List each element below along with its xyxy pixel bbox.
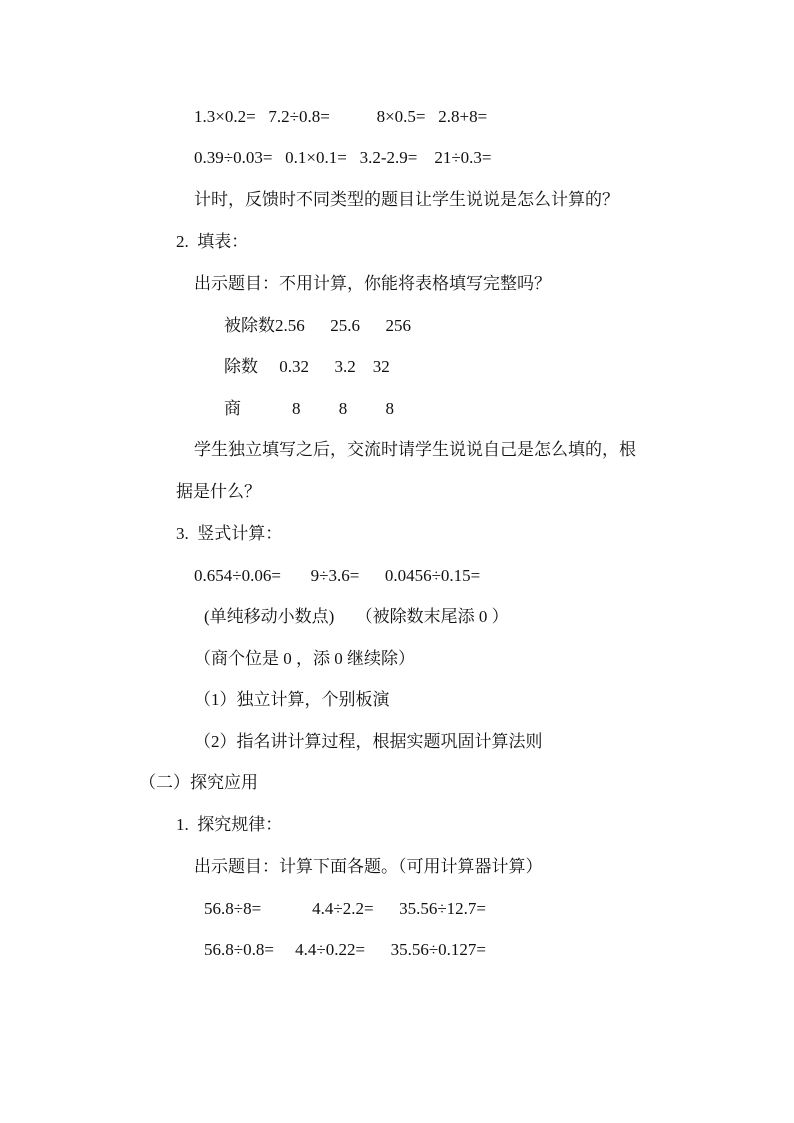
- exercise-row-3: 0.654÷0.06= 9÷3.6= 0.0456÷0.15=: [194, 566, 481, 585]
- paragraph-timing: 计时，反馈时不同类型的题目让学生说说是怎么计算的？: [194, 190, 619, 209]
- paragraph-show-question-2: 出示题目：计算下面各题。（可用计算器计算）: [194, 857, 543, 876]
- section-heading-explore: （二）探究应用: [139, 773, 258, 792]
- exercise-row-2: 0.39÷0.03= 0.1×0.1= 3.2-2.9= 21÷0.3=: [194, 148, 492, 167]
- note-decimal-move: (单纯移动小数点) （被除数末尾添 0 ）: [204, 607, 509, 626]
- exercise-row-5: 56.8÷0.8= 4.4÷0.22= 35.56÷0.127=: [204, 940, 487, 959]
- paragraph-student-fill: 学生独立填写之后，交流时请学生说说自己是怎么填的，根: [194, 440, 636, 459]
- exercise-row-4: 56.8÷8= 4.4÷2.2= 35.56÷12.7=: [204, 899, 487, 918]
- step-1: （1）独立计算，个别板演: [194, 690, 390, 709]
- table-row-divisor: 除数 0.32 3.2 32: [224, 357, 390, 376]
- heading-fill-table: 2. 填表：: [176, 232, 249, 251]
- paragraph-student-fill-cont: 据是什么？: [176, 482, 261, 501]
- table-row-dividend: 被除数2.56 25.6 256: [224, 316, 411, 335]
- exercise-row-1: 1.3×0.2= 7.2÷0.8= 8×0.5= 2.8+8=: [194, 107, 488, 126]
- step-2: （2）指名讲计算过程，根据实题巩固计算法则: [194, 732, 543, 751]
- table-row-quotient: 商 8 8 8: [224, 399, 394, 418]
- paragraph-show-question: 出示题目：不用计算，你能将表格填写完整吗？: [194, 274, 551, 293]
- heading-vertical-calc: 3. 竖式计算：: [176, 524, 283, 543]
- note-quotient-zero: （商个位是 0 ，添 0 继续除）: [194, 649, 415, 668]
- heading-explore-rule: 1. 探究规律：: [176, 815, 283, 834]
